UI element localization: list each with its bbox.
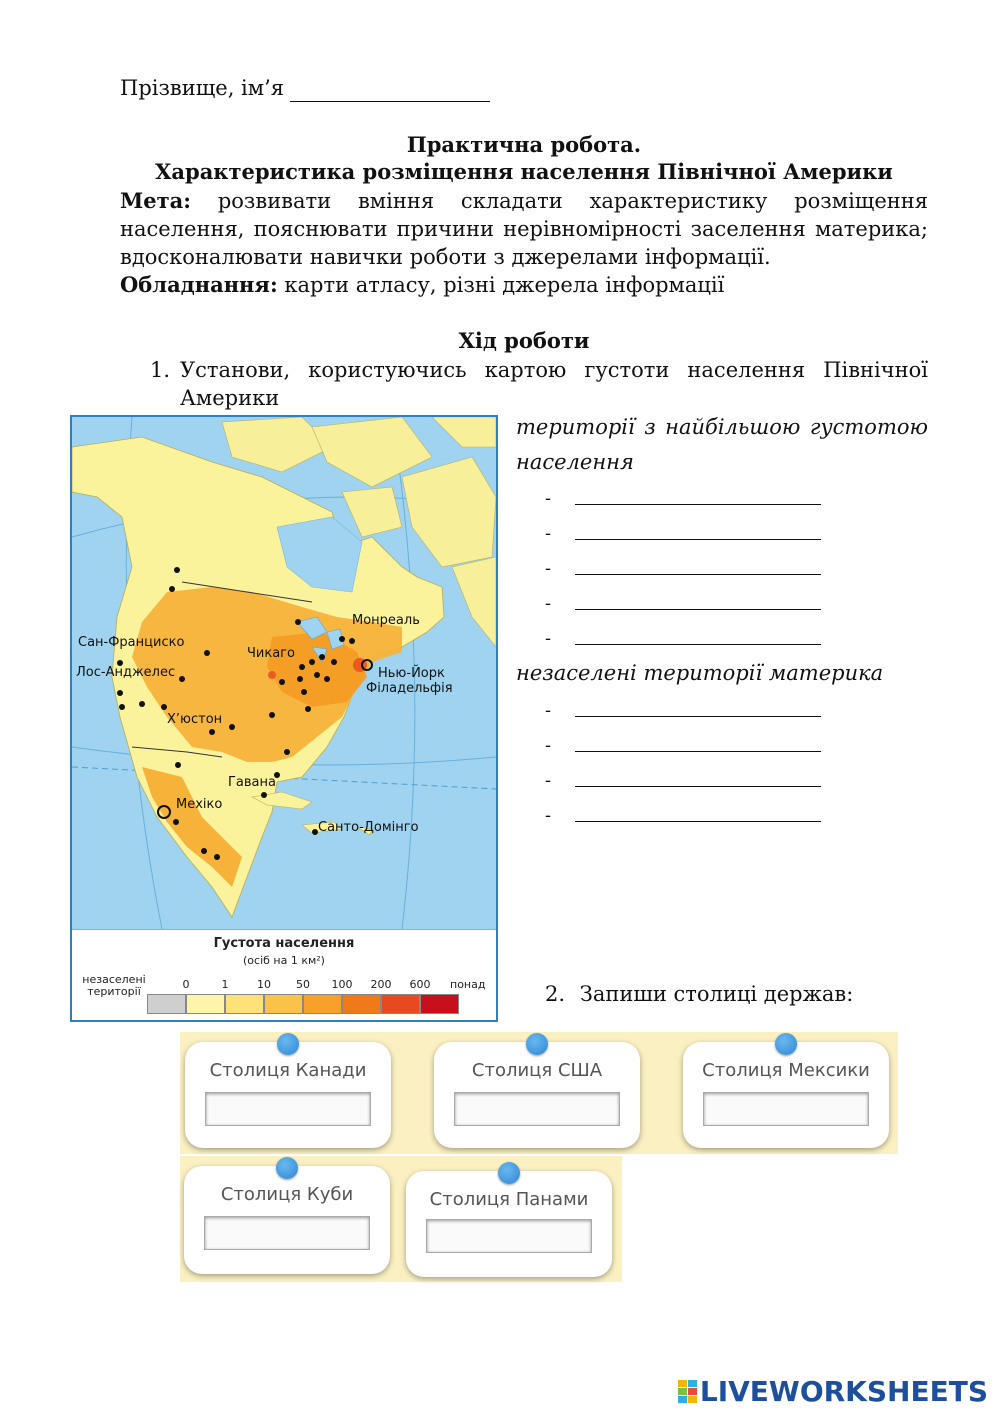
empty-answer-4[interactable] (545, 805, 825, 829)
city-mexico: Мехіко (176, 797, 223, 812)
capital-card-label: Столиця Канади (209, 1060, 367, 1081)
legend-swatch (303, 994, 342, 1014)
dash: - (545, 628, 552, 649)
dense-answer-5[interactable] (545, 628, 825, 652)
legend-swatch (264, 994, 303, 1014)
legend-swatch (381, 994, 420, 1014)
legend-tick: 0 (182, 978, 190, 991)
capital-card-label: Столиця Мексики (702, 1060, 870, 1081)
answer-line[interactable] (575, 609, 821, 610)
dense-heading-line1: території з найбільшою густотою (516, 415, 928, 439)
pin-icon (277, 1033, 299, 1055)
empty-answer-3[interactable] (545, 770, 825, 794)
legend-tick: 50 (296, 978, 310, 991)
task2 (545, 982, 853, 1006)
legend-title: Густота населення (213, 936, 355, 951)
legend-tick: 10 (257, 978, 271, 991)
goal-text: розвивати вміння складати характеристику розміщення населення, пояснювати причини нерівномірності заселення материка; вдосконалювати навички роботи з джерелами інформації. (120, 189, 928, 269)
task1-text-line2: Америки (180, 386, 280, 410)
answer-line[interactable] (575, 821, 821, 822)
dash: - (545, 593, 552, 614)
task1-number: 1. (150, 358, 171, 382)
dense-answer-1[interactable] (545, 488, 825, 512)
empty-heading: незаселені території материка (516, 661, 884, 685)
legend-swatch (225, 994, 264, 1014)
dash: - (545, 735, 552, 756)
city-chicago: Чикаго (247, 646, 295, 661)
progress-title: Хід роботи (458, 328, 590, 353)
capital-card-cuba (184, 1166, 390, 1274)
legend-tick: 100 (331, 978, 353, 991)
dense-answer-3[interactable] (545, 558, 825, 582)
city-los-angeles: Лос-Анджелес (76, 665, 176, 680)
name-line (120, 74, 490, 102)
city-havana: Гавана (228, 775, 276, 790)
empty-answer-1[interactable] (545, 700, 825, 724)
dense-answer-4[interactable] (545, 593, 825, 617)
capital-card-panama (406, 1171, 612, 1277)
dash: - (545, 700, 552, 721)
dash: - (545, 770, 552, 791)
legend-tick: 1 (221, 978, 229, 991)
equipment-paragraph (120, 271, 928, 299)
city-houston: Х’юстон (167, 712, 223, 727)
legend-tick: 200 (370, 978, 392, 991)
city-santo-domingo: Санто-Домінго (318, 820, 419, 835)
liveworksheets-brand (678, 1375, 988, 1408)
map-legend (72, 929, 496, 1022)
task2-text: Запиши столиці держав: (579, 982, 854, 1006)
answer-line[interactable] (575, 574, 821, 575)
answer-line[interactable] (575, 786, 821, 787)
legend-subtitle: (осіб на 1 км²) (243, 954, 325, 967)
legend-over: понад (450, 978, 486, 991)
answer-line[interactable] (575, 504, 821, 505)
name-label: Прізвище, ім’я (120, 76, 285, 100)
goal-label: Мета: (120, 188, 191, 213)
city-philadelphia: Філадельфія (366, 681, 453, 696)
city-san-francisco: Сан-Франциско (78, 635, 185, 650)
answer-line[interactable] (575, 644, 821, 645)
answer-line[interactable] (575, 716, 821, 717)
equipment-label: Обладнання: (120, 272, 278, 297)
name-blank (290, 79, 490, 102)
dash: - (545, 805, 552, 826)
legend-swatch (186, 994, 225, 1014)
pin-icon (498, 1162, 520, 1184)
answer-line[interactable] (575, 539, 821, 540)
population-density-map (70, 415, 498, 1022)
pin-icon (526, 1033, 548, 1055)
capital-input-canada[interactable] (205, 1092, 371, 1126)
empty-answer-2[interactable] (545, 735, 825, 759)
city-new-york: Нью-Йорк (378, 666, 445, 681)
capital-input-cuba[interactable] (204, 1216, 370, 1250)
capital-card-label: Столиця Панами (429, 1189, 589, 1210)
dense-heading-line2: населення (516, 450, 634, 474)
task2-number: 2. (545, 982, 566, 1006)
page-subtitle: Характеристика розміщення населення Північної Америки (155, 159, 893, 184)
answer-line[interactable] (575, 751, 821, 752)
pin-icon (775, 1033, 797, 1055)
capital-input-usa[interactable] (454, 1092, 620, 1126)
legend-swatch (342, 994, 381, 1014)
legend-tick: 600 (409, 978, 431, 991)
task1 (150, 356, 928, 412)
legend-swatch (147, 994, 186, 1014)
equipment-text: карти атласу, різні джерела інформації (284, 273, 725, 297)
capital-input-mexico[interactable] (703, 1092, 869, 1126)
capital-card-label: Столиця Куби (220, 1184, 354, 1205)
capital-input-panama[interactable] (426, 1219, 592, 1253)
task1-text-line1: Установи, користуючись картою густоти населення Північної (180, 358, 928, 382)
liveworksheets-logo-icon (678, 1378, 698, 1402)
city-montreal: Монреаль (352, 613, 420, 628)
capital-card-canada (185, 1042, 391, 1148)
capital-card-label: Столиця США (471, 1060, 603, 1081)
capital-card-usa (434, 1042, 640, 1148)
page-title: Практична робота. (406, 132, 642, 157)
capital-card-mexico (683, 1042, 889, 1148)
dense-answer-2[interactable] (545, 523, 825, 547)
legend-swatch (420, 994, 459, 1014)
dash: - (545, 488, 552, 509)
dash: - (545, 558, 552, 579)
pin-icon (276, 1157, 298, 1179)
brand-text: LIVEWORKSHEETS (699, 1375, 988, 1408)
dash: - (545, 523, 552, 544)
legend-unpopulated: незаселені території (82, 973, 146, 998)
goal-paragraph (120, 187, 928, 271)
